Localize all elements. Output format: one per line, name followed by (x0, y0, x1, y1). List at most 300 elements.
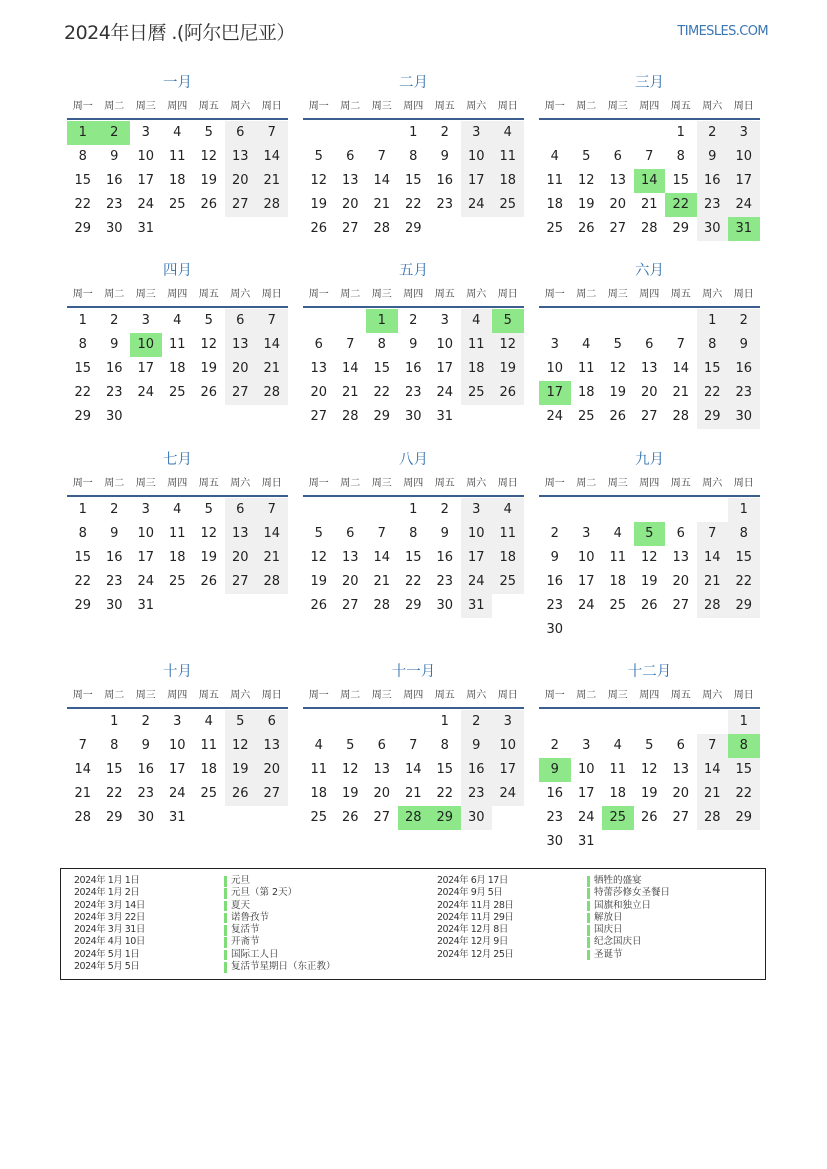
day-cell[interactable]: 28 (341, 409, 359, 424)
day-cell[interactable]: 15 (697, 357, 729, 381)
day-cell[interactable]: 20 (256, 758, 288, 782)
day-cell[interactable]: 2 (728, 309, 760, 333)
day-cell[interactable]: 14 (672, 361, 690, 376)
day-cell[interactable]: 20 (341, 574, 359, 589)
day-cell[interactable]: 22 (105, 786, 123, 801)
day-cell[interactable]: 2 (550, 738, 559, 753)
day-cell[interactable]: 24 (492, 782, 524, 806)
day-cell[interactable]: 28 (697, 594, 729, 618)
day-cell[interactable]: 18 (577, 385, 595, 400)
day-cell[interactable]: 16 (436, 550, 454, 565)
day-cell[interactable]: 20 (373, 786, 391, 801)
day-cell[interactable]: 18 (492, 546, 524, 570)
day-cell[interactable]: 2 (110, 502, 119, 517)
day-cell[interactable]: 3 (728, 121, 760, 145)
day-cell[interactable]: 7 (377, 526, 386, 541)
day-cell[interactable]: 16 (546, 786, 564, 801)
day-cell[interactable]: 1 (728, 710, 760, 734)
day-cell[interactable]: 7 (409, 738, 418, 753)
day-cell[interactable]: 18 (310, 786, 328, 801)
day-cell[interactable]: 13 (672, 762, 690, 777)
day-cell[interactable]: 22 (74, 385, 92, 400)
day-cell[interactable]: 21 (640, 197, 658, 212)
day-cell[interactable]: 15 (672, 173, 690, 188)
day-cell[interactable]: 5 (492, 309, 524, 333)
day-cell[interactable]: 8 (697, 333, 729, 357)
day-cell[interactable]: 24 (461, 570, 493, 594)
day-cell[interactable]: 12 (341, 762, 359, 777)
day-cell[interactable]: 1 (728, 498, 760, 522)
day-cell[interactable]: 12 (640, 762, 658, 777)
day-cell[interactable]: 19 (577, 197, 595, 212)
day-cell[interactable]: 11 (168, 526, 186, 541)
day-cell[interactable]: 28 (373, 221, 391, 236)
day-cell[interactable]: 19 (200, 173, 218, 188)
day-cell[interactable]: 13 (225, 145, 257, 169)
day-cell[interactable]: 30 (697, 217, 729, 241)
day-cell[interactable]: 29 (728, 594, 760, 618)
day-cell[interactable]: 15 (404, 173, 422, 188)
day-cell[interactable]: 9 (550, 550, 559, 565)
day-cell[interactable]: 12 (200, 337, 218, 352)
day-cell[interactable]: 27 (256, 782, 288, 806)
day-cell[interactable]: 17 (137, 173, 155, 188)
day-cell[interactable]: 14 (256, 333, 288, 357)
day-cell[interactable]: 19 (492, 357, 524, 381)
day-cell[interactable]: 27 (225, 570, 257, 594)
day-cell[interactable]: 1 (409, 125, 418, 140)
day-cell[interactable]: 20 (672, 786, 690, 801)
day-cell[interactable]: 6 (225, 309, 257, 333)
day-cell[interactable]: 6 (346, 526, 355, 541)
day-cell[interactable]: 8 (110, 738, 119, 753)
day-cell[interactable]: 6 (613, 149, 622, 164)
day-cell[interactable]: 21 (256, 357, 288, 381)
day-cell[interactable]: 9 (110, 149, 119, 164)
day-cell[interactable]: 13 (310, 361, 328, 376)
day-cell[interactable]: 7 (78, 738, 87, 753)
day-cell[interactable]: 4 (492, 121, 524, 145)
day-cell[interactable]: 2 (550, 526, 559, 541)
day-cell[interactable]: 27 (609, 221, 627, 236)
day-cell[interactable]: 27 (341, 221, 359, 236)
day-cell[interactable]: 3 (492, 710, 524, 734)
day-cell[interactable]: 30 (546, 622, 564, 637)
day-cell[interactable]: 15 (373, 361, 391, 376)
day-cell[interactable]: 22 (74, 197, 92, 212)
day-cell[interactable]: 14 (634, 169, 666, 193)
day-cell[interactable]: 15 (74, 361, 92, 376)
day-cell[interactable]: 4 (173, 502, 182, 517)
day-cell[interactable]: 4 (314, 738, 323, 753)
day-cell[interactable]: 10 (137, 526, 155, 541)
day-cell[interactable]: 7 (645, 149, 654, 164)
day-cell[interactable]: 17 (577, 574, 595, 589)
day-cell[interactable]: 18 (546, 197, 564, 212)
day-cell[interactable]: 11 (492, 145, 524, 169)
day-cell[interactable]: 1 (78, 313, 87, 328)
day-cell[interactable]: 9 (409, 337, 418, 352)
day-cell[interactable]: 26 (492, 381, 524, 405)
day-cell[interactable]: 7 (256, 309, 288, 333)
day-cell[interactable]: 16 (436, 173, 454, 188)
day-cell[interactable]: 26 (341, 810, 359, 825)
day-cell[interactable]: 4 (204, 714, 213, 729)
day-cell[interactable]: 11 (168, 337, 186, 352)
day-cell[interactable]: 3 (440, 313, 449, 328)
day-cell[interactable]: 26 (310, 221, 328, 236)
day-cell[interactable]: 31 (168, 810, 186, 825)
day-cell[interactable]: 17 (137, 550, 155, 565)
day-cell[interactable]: 6 (314, 337, 323, 352)
day-cell[interactable]: 1 (67, 121, 99, 145)
day-cell[interactable]: 9 (539, 758, 571, 782)
day-cell[interactable]: 12 (492, 333, 524, 357)
day-cell[interactable]: 9 (728, 333, 760, 357)
day-cell[interactable]: 6 (225, 121, 257, 145)
day-cell[interactable]: 11 (168, 149, 186, 164)
day-cell[interactable]: 27 (341, 598, 359, 613)
day-cell[interactable]: 24 (728, 193, 760, 217)
day-cell[interactable]: 11 (310, 762, 328, 777)
day-cell[interactable]: 13 (256, 734, 288, 758)
day-cell[interactable]: 8 (440, 738, 449, 753)
site-logo[interactable]: TIMESLES.COM (677, 24, 768, 39)
day-cell[interactable]: 2 (440, 125, 449, 140)
day-cell[interactable]: 29 (74, 221, 92, 236)
day-cell[interactable]: 7 (256, 121, 288, 145)
day-cell[interactable]: 10 (577, 762, 595, 777)
day-cell[interactable]: 19 (341, 786, 359, 801)
day-cell[interactable]: 6 (377, 738, 386, 753)
day-cell[interactable]: 19 (200, 361, 218, 376)
day-cell[interactable]: 7 (377, 149, 386, 164)
day-cell[interactable]: 10 (461, 522, 493, 546)
day-cell[interactable]: 3 (141, 313, 150, 328)
day-cell[interactable]: 11 (609, 550, 627, 565)
day-cell[interactable]: 13 (640, 361, 658, 376)
day-cell[interactable]: 14 (74, 762, 92, 777)
day-cell[interactable]: 5 (225, 710, 257, 734)
day-cell[interactable]: 13 (341, 173, 359, 188)
day-cell[interactable]: 23 (697, 193, 729, 217)
day-cell[interactable]: 20 (609, 197, 627, 212)
day-cell[interactable]: 5 (204, 502, 213, 517)
day-cell[interactable]: 20 (640, 385, 658, 400)
day-cell[interactable]: 19 (640, 786, 658, 801)
day-cell[interactable]: 23 (105, 385, 123, 400)
day-cell[interactable]: 10 (130, 333, 162, 357)
day-cell[interactable]: 23 (728, 381, 760, 405)
day-cell[interactable]: 13 (225, 333, 257, 357)
day-cell[interactable]: 23 (546, 598, 564, 613)
day-cell[interactable]: 25 (546, 221, 564, 236)
day-cell[interactable]: 31 (137, 221, 155, 236)
day-cell[interactable]: 8 (409, 526, 418, 541)
day-cell[interactable]: 27 (310, 409, 328, 424)
day-cell[interactable]: 19 (310, 197, 328, 212)
day-cell[interactable]: 23 (461, 782, 493, 806)
day-cell[interactable]: 3 (461, 498, 493, 522)
day-cell[interactable]: 28 (256, 381, 288, 405)
day-cell[interactable]: 12 (310, 173, 328, 188)
day-cell[interactable]: 15 (74, 173, 92, 188)
day-cell[interactable]: 29 (373, 409, 391, 424)
day-cell[interactable]: 11 (492, 522, 524, 546)
day-cell[interactable]: 10 (168, 738, 186, 753)
day-cell[interactable]: 9 (110, 337, 119, 352)
day-cell[interactable]: 4 (173, 125, 182, 140)
day-cell[interactable]: 26 (609, 409, 627, 424)
day-cell[interactable]: 19 (609, 385, 627, 400)
day-cell[interactable]: 13 (341, 550, 359, 565)
day-cell[interactable]: 2 (99, 121, 131, 145)
day-cell[interactable]: 27 (225, 193, 257, 217)
day-cell[interactable]: 10 (436, 337, 454, 352)
day-cell[interactable]: 25 (609, 598, 627, 613)
day-cell[interactable]: 31 (577, 834, 595, 849)
day-cell[interactable]: 8 (78, 149, 87, 164)
day-cell[interactable]: 18 (168, 361, 186, 376)
day-cell[interactable]: 17 (461, 546, 493, 570)
day-cell[interactable]: 30 (404, 409, 422, 424)
day-cell[interactable]: 6 (645, 337, 654, 352)
day-cell[interactable]: 18 (492, 169, 524, 193)
day-cell[interactable]: 8 (78, 337, 87, 352)
day-cell[interactable]: 24 (461, 193, 493, 217)
day-cell[interactable]: 27 (225, 381, 257, 405)
day-cell[interactable]: 9 (461, 734, 493, 758)
day-cell[interactable]: 13 (672, 550, 690, 565)
day-cell[interactable]: 15 (728, 546, 760, 570)
day-cell[interactable]: 6 (676, 738, 685, 753)
day-cell[interactable]: 10 (492, 734, 524, 758)
day-cell[interactable]: 27 (672, 810, 690, 825)
day-cell[interactable]: 15 (436, 762, 454, 777)
day-cell[interactable]: 30 (728, 405, 760, 429)
day-cell[interactable]: 30 (137, 810, 155, 825)
day-cell[interactable]: 25 (310, 810, 328, 825)
day-cell[interactable]: 4 (582, 337, 591, 352)
day-cell[interactable]: 24 (577, 810, 595, 825)
day-cell[interactable]: 20 (672, 574, 690, 589)
day-cell[interactable]: 2 (409, 313, 418, 328)
day-cell[interactable]: 22 (373, 385, 391, 400)
day-cell[interactable]: 17 (492, 758, 524, 782)
day-cell[interactable]: 5 (314, 149, 323, 164)
day-cell[interactable]: 1 (110, 714, 119, 729)
day-cell[interactable]: 5 (314, 526, 323, 541)
day-cell[interactable]: 16 (404, 361, 422, 376)
day-cell[interactable]: 4 (613, 738, 622, 753)
day-cell[interactable]: 1 (676, 125, 685, 140)
day-cell[interactable]: 7 (676, 337, 685, 352)
day-cell[interactable]: 13 (225, 522, 257, 546)
day-cell[interactable]: 15 (105, 762, 123, 777)
day-cell[interactable]: 19 (225, 758, 257, 782)
day-cell[interactable]: 25 (577, 409, 595, 424)
day-cell[interactable]: 14 (404, 762, 422, 777)
day-cell[interactable]: 5 (346, 738, 355, 753)
day-cell[interactable]: 16 (105, 361, 123, 376)
day-cell[interactable]: 23 (137, 786, 155, 801)
day-cell[interactable]: 17 (137, 361, 155, 376)
day-cell[interactable]: 18 (609, 786, 627, 801)
day-cell[interactable]: 24 (137, 197, 155, 212)
day-cell[interactable]: 27 (373, 810, 391, 825)
day-cell[interactable]: 21 (373, 574, 391, 589)
day-cell[interactable]: 18 (168, 550, 186, 565)
day-cell[interactable]: 4 (173, 313, 182, 328)
day-cell[interactable]: 18 (461, 357, 493, 381)
day-cell[interactable]: 3 (173, 714, 182, 729)
day-cell[interactable]: 29 (404, 598, 422, 613)
day-cell[interactable]: 31 (461, 594, 493, 618)
day-cell[interactable]: 14 (697, 546, 729, 570)
day-cell[interactable]: 26 (310, 598, 328, 613)
day-cell[interactable]: 28 (672, 409, 690, 424)
day-cell[interactable]: 16 (461, 758, 493, 782)
day-cell[interactable]: 2 (697, 121, 729, 145)
day-cell[interactable]: 31 (436, 409, 454, 424)
day-cell[interactable]: 2 (461, 710, 493, 734)
day-cell[interactable]: 11 (577, 361, 595, 376)
day-cell[interactable]: 10 (546, 361, 564, 376)
day-cell[interactable]: 29 (728, 806, 760, 830)
day-cell[interactable]: 20 (310, 385, 328, 400)
day-cell[interactable]: 22 (404, 197, 422, 212)
day-cell[interactable]: 12 (640, 550, 658, 565)
day-cell[interactable]: 5 (582, 149, 591, 164)
day-cell[interactable]: 27 (672, 598, 690, 613)
day-cell[interactable]: 12 (200, 149, 218, 164)
day-cell[interactable]: 29 (105, 810, 123, 825)
day-cell[interactable]: 7 (346, 337, 355, 352)
day-cell[interactable]: 5 (634, 522, 666, 546)
day-cell[interactable]: 23 (436, 197, 454, 212)
day-cell[interactable]: 8 (676, 149, 685, 164)
day-cell[interactable]: 30 (546, 834, 564, 849)
day-cell[interactable]: 28 (256, 570, 288, 594)
day-cell[interactable]: 11 (200, 738, 218, 753)
day-cell[interactable]: 20 (225, 546, 257, 570)
day-cell[interactable]: 2 (141, 714, 150, 729)
day-cell[interactable]: 26 (200, 385, 218, 400)
day-cell[interactable]: 8 (78, 526, 87, 541)
day-cell[interactable]: 30 (436, 598, 454, 613)
day-cell[interactable]: 22 (728, 570, 760, 594)
day-cell[interactable]: 8 (728, 734, 760, 758)
day-cell[interactable]: 19 (640, 574, 658, 589)
day-cell[interactable]: 25 (200, 786, 218, 801)
day-cell[interactable]: 29 (697, 405, 729, 429)
day-cell[interactable]: 5 (645, 738, 654, 753)
day-cell[interactable]: 12 (200, 526, 218, 541)
day-cell[interactable]: 12 (225, 734, 257, 758)
day-cell[interactable]: 20 (225, 357, 257, 381)
day-cell[interactable]: 28 (697, 806, 729, 830)
day-cell[interactable]: 25 (602, 806, 634, 830)
day-cell[interactable]: 26 (640, 810, 658, 825)
day-cell[interactable]: 18 (200, 762, 218, 777)
day-cell[interactable]: 19 (310, 574, 328, 589)
day-cell[interactable]: 16 (105, 173, 123, 188)
day-cell[interactable]: 3 (461, 121, 493, 145)
day-cell[interactable]: 26 (640, 598, 658, 613)
day-cell[interactable]: 6 (676, 526, 685, 541)
day-cell[interactable]: 24 (546, 409, 564, 424)
day-cell[interactable]: 10 (728, 145, 760, 169)
day-cell[interactable]: 14 (256, 522, 288, 546)
day-cell[interactable]: 21 (404, 786, 422, 801)
day-cell[interactable]: 17 (436, 361, 454, 376)
day-cell[interactable]: 23 (546, 810, 564, 825)
day-cell[interactable]: 14 (256, 145, 288, 169)
day-cell[interactable]: 23 (404, 385, 422, 400)
day-cell[interactable]: 9 (141, 738, 150, 753)
day-cell[interactable]: 5 (204, 313, 213, 328)
day-cell[interactable]: 24 (137, 385, 155, 400)
day-cell[interactable]: 27 (640, 409, 658, 424)
day-cell[interactable]: 10 (577, 550, 595, 565)
day-cell[interactable]: 14 (697, 758, 729, 782)
day-cell[interactable]: 9 (697, 145, 729, 169)
day-cell[interactable]: 1 (697, 309, 729, 333)
day-cell[interactable]: 24 (436, 385, 454, 400)
day-cell[interactable]: 17 (461, 169, 493, 193)
day-cell[interactable]: 3 (550, 337, 559, 352)
day-cell[interactable]: 2 (110, 313, 119, 328)
day-cell[interactable]: 15 (404, 550, 422, 565)
day-cell[interactable]: 31 (137, 598, 155, 613)
day-cell[interactable]: 17 (728, 169, 760, 193)
day-cell[interactable]: 18 (168, 173, 186, 188)
day-cell[interactable]: 4 (492, 498, 524, 522)
day-cell[interactable]: 8 (377, 337, 386, 352)
day-cell[interactable]: 14 (373, 550, 391, 565)
day-cell[interactable]: 6 (256, 710, 288, 734)
day-cell[interactable]: 25 (492, 193, 524, 217)
day-cell[interactable]: 15 (74, 550, 92, 565)
day-cell[interactable]: 29 (672, 221, 690, 236)
day-cell[interactable]: 26 (225, 782, 257, 806)
day-cell[interactable]: 14 (373, 173, 391, 188)
day-cell[interactable]: 1 (366, 309, 398, 333)
day-cell[interactable]: 3 (141, 125, 150, 140)
day-cell[interactable]: 25 (492, 570, 524, 594)
day-cell[interactable]: 16 (137, 762, 155, 777)
day-cell[interactable]: 2 (440, 502, 449, 517)
day-cell[interactable]: 23 (105, 574, 123, 589)
day-cell[interactable]: 1 (409, 502, 418, 517)
day-cell[interactable]: 19 (200, 550, 218, 565)
day-cell[interactable]: 3 (141, 502, 150, 517)
day-cell[interactable]: 20 (225, 169, 257, 193)
day-cell[interactable]: 30 (105, 221, 123, 236)
day-cell[interactable]: 5 (204, 125, 213, 140)
day-cell[interactable]: 21 (672, 385, 690, 400)
day-cell[interactable]: 29 (74, 598, 92, 613)
day-cell[interactable]: 4 (613, 526, 622, 541)
day-cell[interactable]: 7 (697, 522, 729, 546)
day-cell[interactable]: 30 (105, 598, 123, 613)
day-cell[interactable]: 23 (436, 574, 454, 589)
day-cell[interactable]: 29 (429, 806, 461, 830)
day-cell[interactable]: 17 (168, 762, 186, 777)
day-cell[interactable]: 3 (582, 526, 591, 541)
day-cell[interactable]: 6 (225, 498, 257, 522)
day-cell[interactable]: 11 (461, 333, 493, 357)
